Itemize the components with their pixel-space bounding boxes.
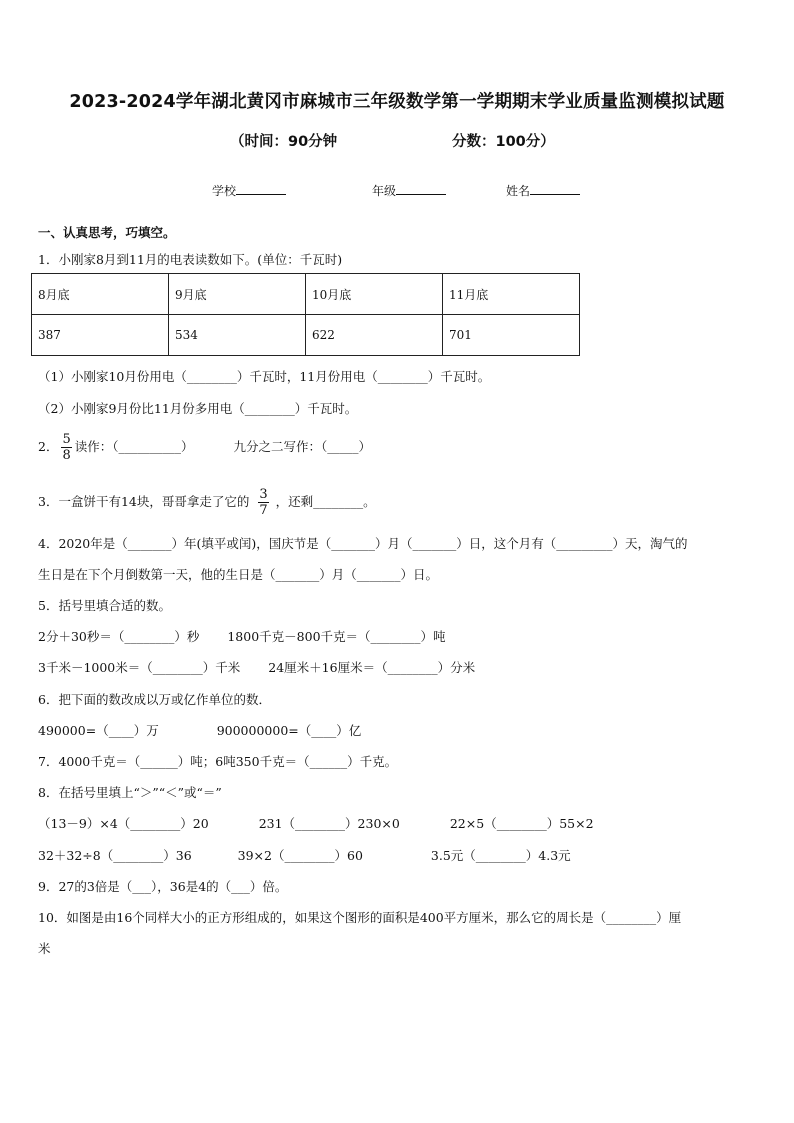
question-2: 2． $\frac{5}{8}$ 读作：（__________） 九分之二写作：（_____） [38,432,372,463]
table-cell: 622 [306,315,443,356]
name-field: 姓名 [506,182,580,199]
time-limit: （时间：90分钟 [230,134,338,150]
question-10-line-1: 10．如图是由16个同样大小的正方形组成的，如果这个图形的面积是400平方厘米，那么它的周长是（________）厘 [38,910,682,925]
grade-field: 年级 [372,182,446,199]
question-10-line-2: 米 [38,941,51,956]
question-8-row-1: （13－9）×4（________）20 231（________）230×0 22×5（________）55×2 [38,816,594,831]
question-6-stem: 6．把下面的数改成以万或亿作单位的数． [38,692,271,707]
table-row [32,274,580,315]
question-8-stem: 8．在括号里填上“＞”“＜”或“＝” [38,785,222,800]
question-6-row: 490000=（____）万 900000000=（____）亿 [38,723,362,738]
school-field: 学校 [212,182,286,199]
question-9: 9．27的3倍是（___），36是4的（___）倍。 [38,879,288,894]
table-cell: 387 [32,315,169,356]
fraction: $\frac{5}{8}$ [62,432,71,463]
question-5-row-2: 3千米－1000米＝（________）千米 24厘米＋16厘米＝（________）分米 [38,660,476,675]
question-4-line-2: 生日是在下个月倒数第一天，他的生日是（_______）月（_______）日。 [38,567,439,582]
table-header-cell: 8月底 [32,274,169,315]
table-cell: 701 [443,315,580,356]
total-score: 分数：100分） [452,134,555,150]
table-header-cell: 9月底 [169,274,306,315]
question-5-stem: 5．括号里填合适的数。 [38,598,171,613]
question-5-row-1: 2分＋30秒＝（________）秒 1800千克－800千克＝（________）吨 [38,629,446,644]
meter-reading-table [31,273,580,356]
question-1-part-1: （1）小刚家10月份用电（________）千瓦时，11月份用电（________）千瓦时。 [38,369,491,384]
page-title: 2023-2024学年湖北黄冈市麻城市三年级数学第一学期期末学业质量监测模拟试题 [69,92,725,112]
section-heading: 一、认真思考，巧填空。 [38,225,176,240]
table-cell: 534 [169,315,306,356]
table-header-cell: 11月底 [443,274,580,315]
fraction: $\frac{3}{7}$ [259,487,268,518]
question-1-stem: 1．小刚家8月到11月的电表读数如下。(单位：千瓦时) [38,252,343,267]
question-4-line-1: 4．2020年是（_______）年(填平或闰)，国庆节是（_______）月（_______）日，这个月有（_________）天，淘气的 [38,536,688,551]
question-3: 3．一盒饼干有14块，哥哥拿走了它的 $\frac{3}{7}$ ，还剩________。 [38,487,376,518]
question-1-part-2: （2）小刚家9月份比11月份多用电（________）千瓦时。 [38,401,358,416]
exam-meta [230,130,590,151]
question-7: 7．4000千克＝（______）吨；6吨350千克＝（______）千克。 [38,754,398,769]
question-8-row-2: 32＋32÷8（________）36 39×2（________）60 3.5元（________）4.3元 [38,848,571,863]
table-row [32,315,580,356]
table-header-cell: 10月底 [306,274,443,315]
